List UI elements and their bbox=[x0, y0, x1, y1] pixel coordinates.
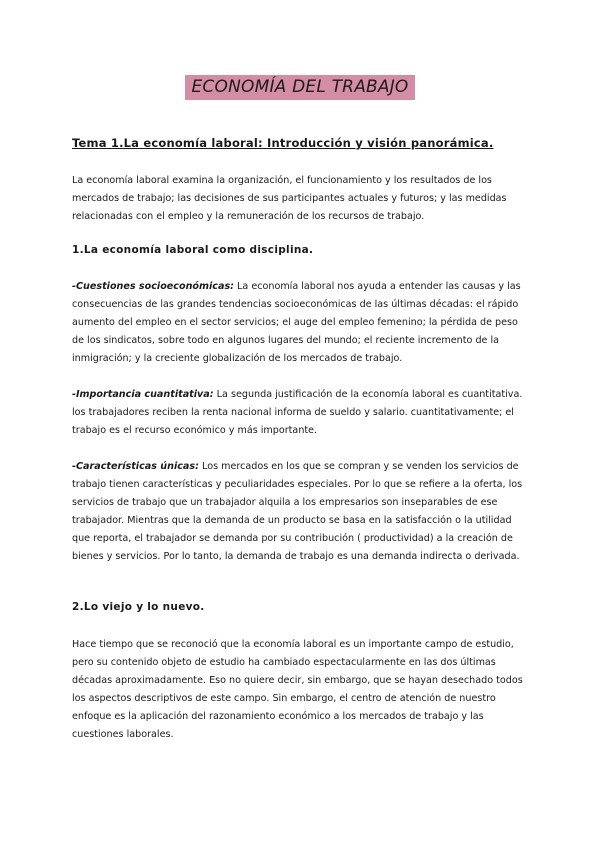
paragraph-body: Los mercados en los que se compran y se venden los servicios de trabajo tienen características y peculiaridades especiales. Por lo que se refiere a la oferta, los servicios de trabajo que un trabajador alquila a los empresarios son inseparables de ese trabajador. Mientras que la demanda de un producto se basa en la satisfacción o la utilidad que reporta, el trabajador se demanda por su contribución ( productividad) a la creación de bienes y servicios. Por lo tanto, la demanda de trabajo es una demanda indirecta o derivada. bbox=[72, 461, 523, 562]
document-title: ECONOMÍA DEL TRABAJO bbox=[185, 75, 414, 100]
paragraph-lead: -Cuestiones socioeconómicas: bbox=[72, 281, 234, 292]
paragraph-lead: -Características únicas: bbox=[72, 461, 199, 472]
section-1-heading: 1.La economía laboral como disciplina. bbox=[72, 244, 314, 256]
paragraph-lead: -Importancia cuantitativa: bbox=[72, 389, 214, 400]
paragraph-body: La economía laboral nos ayuda a entender las causas y las consecuencias de las grandes tendencias socioeconómicas de las últimas décadas: el rápido aumento del empleo en el sector servicios; el auge del empleo femenino; la pérdida de peso de los sindicatos, sobre todo en algunos lugares del mundo; el reciente incremento de la inmigración; y la creciente globalización de los mercados de trabajo. bbox=[72, 281, 521, 364]
paragraph-socioeconomic bbox=[72, 278, 530, 368]
paragraph-unique bbox=[72, 458, 530, 566]
topic-heading: Tema 1.La economía laboral: Introducción y visión panorámica. bbox=[72, 136, 494, 150]
paragraph-old-new: Hace tiempo que se reconoció que la economía laboral es un importante campo de estudio, pero su contenido objeto de estudio ha cambiado espectacularmente en las dos últimas décadas aproximadamente. Eso no quiere decir, sin embargo, que se hayan desechado todos los aspectos descriptivos de este campo. Sin embargo, el centro de atención de nuestro enfoque es la aplicación del razonamiento económico a los mercados de trabajo y las cuestiones laborales. bbox=[72, 639, 523, 740]
paragraph-body: La segunda justificación de la economía laboral es cuantitativa. los trabajadores reciben la renta nacional informa de sueldo y salario. cuantitativamente; el trabajo es el recurso económico y más importante. bbox=[72, 389, 523, 436]
paragraph-quantitative bbox=[72, 386, 530, 440]
title-wrap bbox=[0, 75, 600, 100]
section-2-heading: 2.Lo viejo y lo nuevo. bbox=[72, 601, 205, 613]
intro-paragraph: La economía laboral examina la organización, el funcionamiento y los resultados de los mercados de trabajo; las decisiones de sus participantes actuales y futuros; y las medidas relacionadas con el empleo y la remuneración de los recursos de trabajo. bbox=[72, 175, 507, 222]
